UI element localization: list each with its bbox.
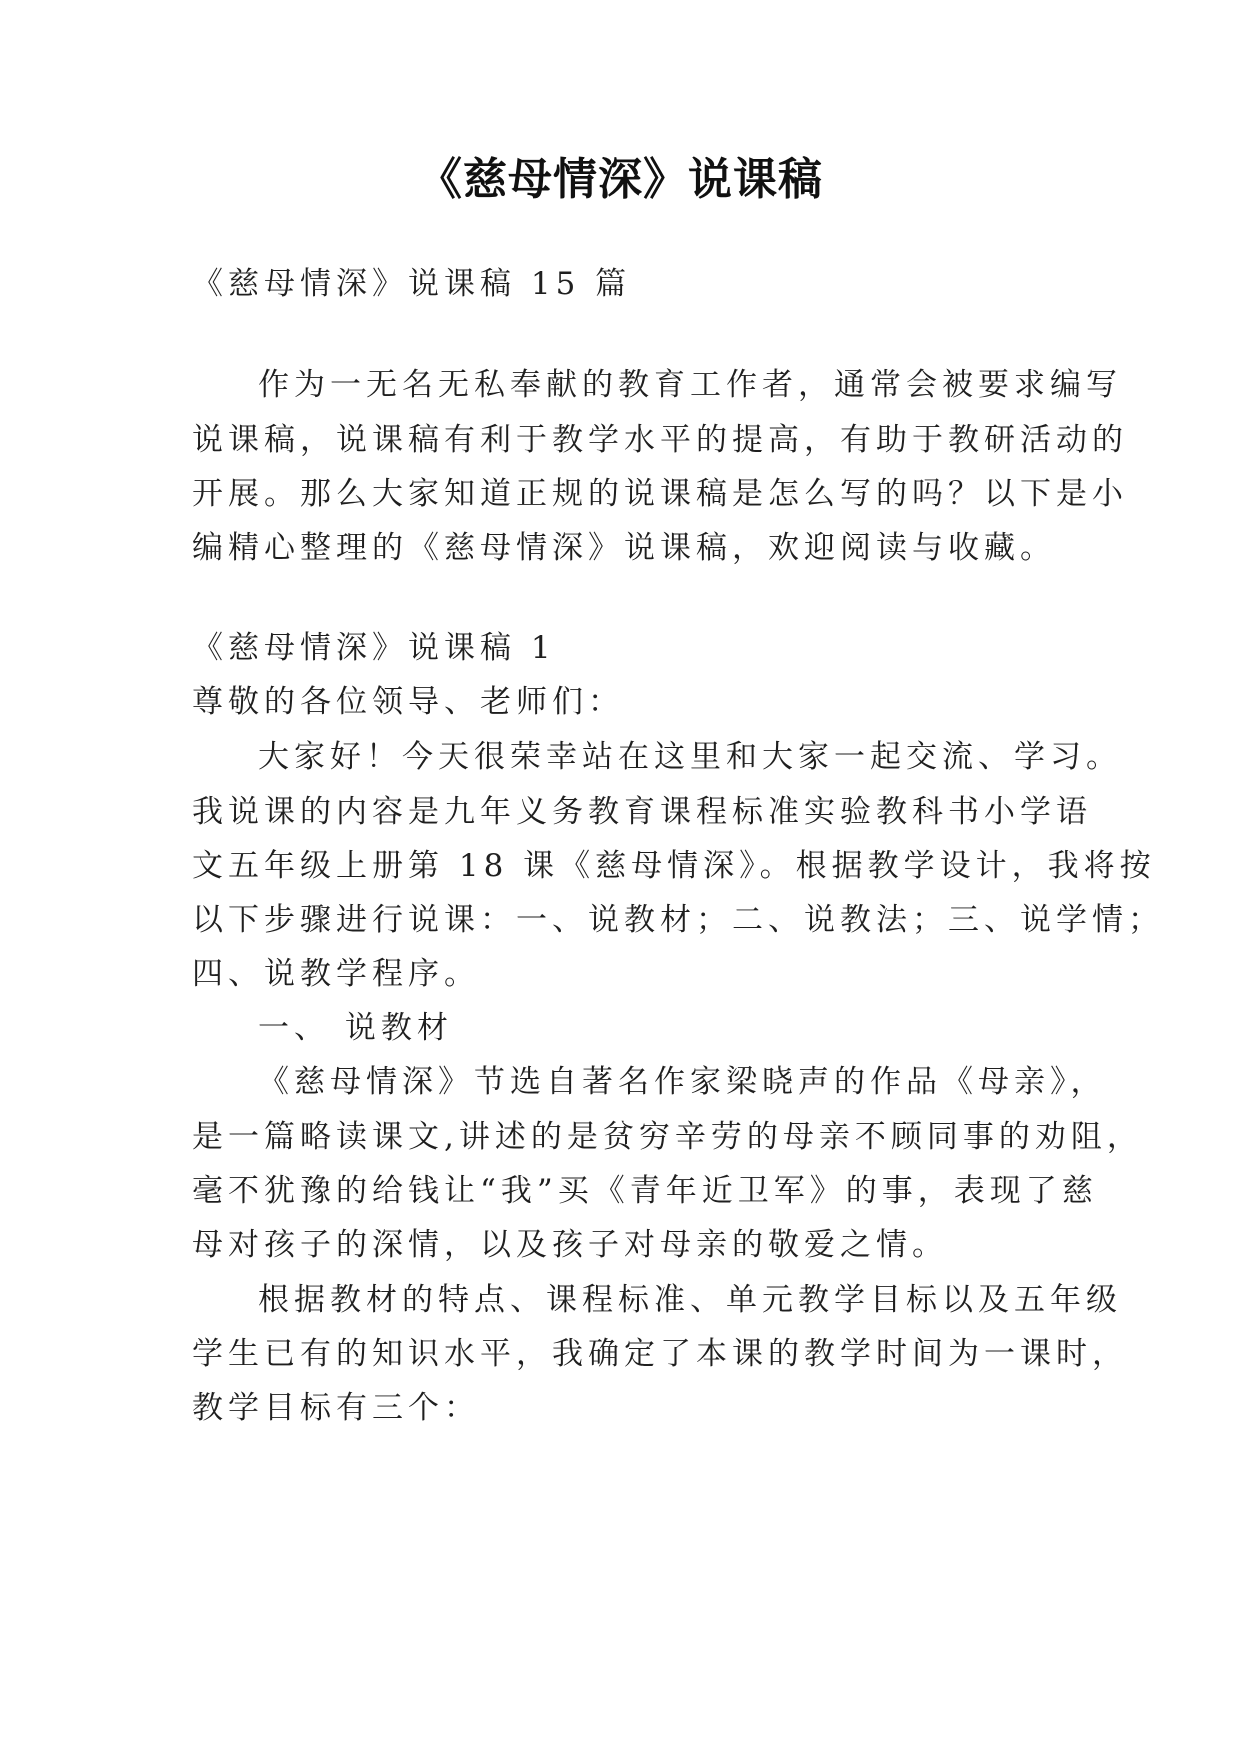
section-heading: 《慈母情深》说课稿 1 <box>192 630 556 666</box>
document-title: 《慈母情深》说课稿 <box>418 154 823 205</box>
intro-line: 说课稿，说课稿有利于教学水平的提高，有助于教研活动的 <box>192 422 1128 458</box>
document-subtitle: 《慈母情深》说课稿 15 篇 <box>192 266 632 302</box>
subsection-heading: 一、 说教材 <box>258 1010 453 1046</box>
paragraph-line: 毫不犹豫的给钱让“我”买《青年近卫军》的事，表现了慈 <box>192 1173 1098 1209</box>
paragraph-line: 大家好！今天很荣幸站在这里和大家一起交流、学习。 <box>258 739 1122 775</box>
paragraph-line: 根据教材的特点、课程标准、单元教学目标以及五年级 <box>258 1282 1122 1318</box>
intro-line: 编精心整理的《慈母情深》说课稿，欢迎阅读与收藏。 <box>192 530 1056 566</box>
intro-line: 作为一无名无私奉献的教育工作者，通常会被要求编写 <box>258 367 1122 403</box>
greeting-line: 尊敬的各位领导、老师们： <box>192 684 624 720</box>
paragraph-line: 是一篇略读课文,讲述的是贫穷辛劳的母亲不顾同事的劝阻， <box>192 1119 1143 1155</box>
intro-line: 开展。那么大家知道正规的说课稿是怎么写的吗？以下是小 <box>192 476 1128 512</box>
paragraph-line: 四、说教学程序。 <box>192 956 480 992</box>
paragraph-line: 学生已有的知识水平，我确定了本课的教学时间为一课时， <box>192 1336 1128 1372</box>
paragraph-line: 我说课的内容是九年义务教育课程标准实验教科书小学语 <box>192 794 1092 830</box>
paragraph-line: 文五年级上册第 18 课《慈母情深》。根据教学设计，我将按 <box>192 848 1156 884</box>
paragraph-line: 《慈母情深》节选自著名作家梁晓声的作品《母亲》， <box>258 1064 1107 1100</box>
paragraph-line: 教学目标有三个： <box>192 1390 480 1426</box>
paragraph-line: 母对孩子的深情，以及孩子对母亲的敬爱之情。 <box>192 1227 948 1263</box>
paragraph-line: 以下步骤进行说课：一、说教材；二、说教法；三、说学情； <box>192 902 1164 938</box>
